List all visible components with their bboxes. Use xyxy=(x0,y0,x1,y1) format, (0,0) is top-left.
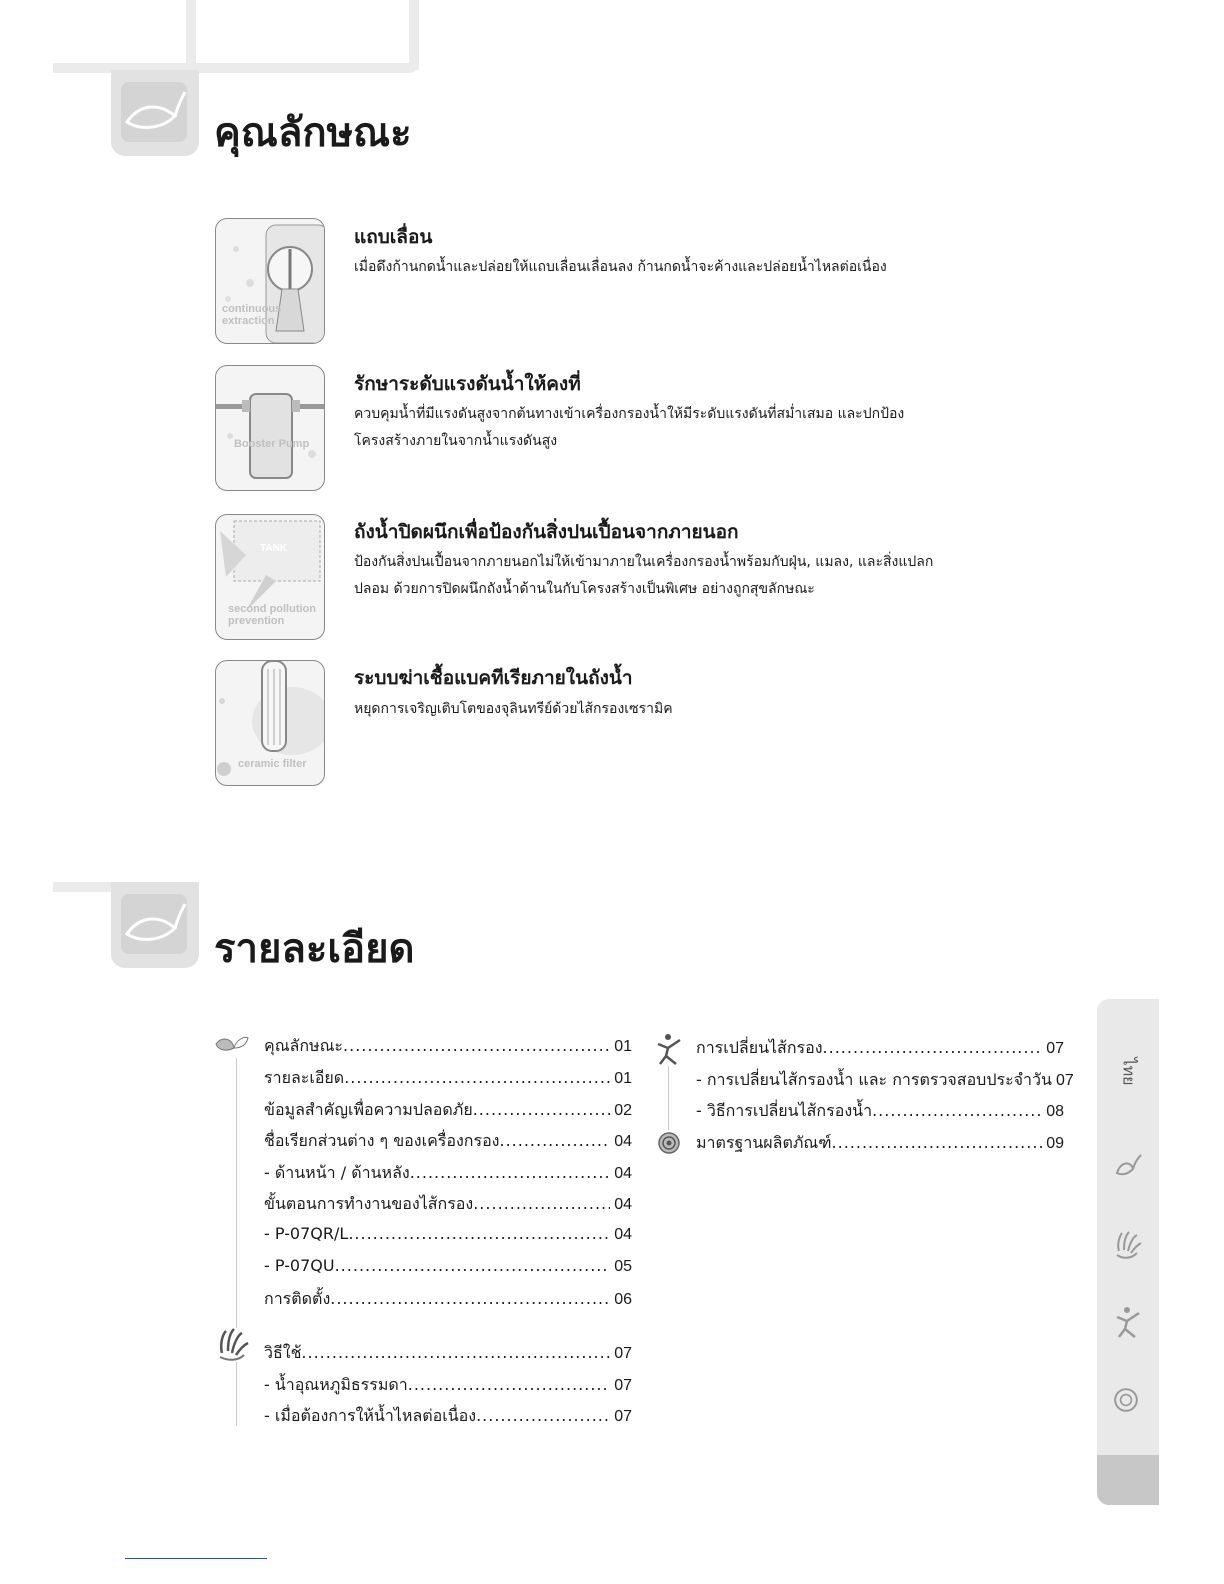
feature-description: ป้องกันสิ่งปนเปื้อนจากภายนอกไม่ให้เข้ามาภายในเครื่องกรองน้ำพร้อมกับฝุ่น, แมลง, และสิ่งแปลกปลอม ด้วยการปิดผนึกถังน้ำด้านในกับโครงสร้างเป็นพิเศษ อย่างถูกสุขลักษณะ xyxy=(354,554,934,597)
toc-entry[interactable] xyxy=(696,1099,1064,1124)
feature-title: ถังน้ำปิดผนึกเพื่อป้องกันสิ่งปนเปื้อนจากภายนอก xyxy=(354,521,739,543)
toc-entry[interactable] xyxy=(696,1131,1064,1156)
toc-entry-page: 07 xyxy=(614,1408,632,1425)
toc-entry-text: การเปลี่ยนไส้กรอง xyxy=(696,1038,823,1057)
toc-entry-page: 07 xyxy=(1055,1072,1074,1089)
toc-entry-text: ข้อมูลสำคัญเพื่อความปลอดภัย xyxy=(264,1100,473,1119)
figure-icon xyxy=(656,1032,682,1066)
toc-entry-page: 06 xyxy=(614,1291,632,1308)
feature-title: แถบเลื่อน xyxy=(354,226,433,248)
toc-entry-text: ขั้นตอนการทำงานของไส้กรอง xyxy=(264,1194,474,1213)
booster-pump-illustration xyxy=(216,366,324,490)
toc-entry-page: 08 xyxy=(1046,1103,1064,1120)
section-marker-toc xyxy=(111,882,199,968)
toc-entry-text: การติดตั้ง xyxy=(264,1289,331,1308)
toc-entry-page: 04 xyxy=(614,1165,632,1182)
feature-description: เมื่อดึงก้านกดน้ำและปล่อยให้แถบเลื่อนเลื่อนลง ก้านกดน้ำจะค้างและปล่อยน้ำไหลต่อเนื่อง xyxy=(354,259,887,275)
toc-entry-page: 02 xyxy=(614,1102,632,1119)
toc-entry-text: - P-07QR/L xyxy=(264,1224,349,1243)
toc-entry-text: ชื่อเรียกส่วนต่าง ๆ ของเครื่องกรอง xyxy=(264,1131,500,1150)
toc-entry-text: มาตรฐานผลิตภัณฑ์ xyxy=(696,1133,832,1152)
toc-entry[interactable] xyxy=(264,1161,632,1186)
toc-left-guide-line-2 xyxy=(236,1362,237,1426)
toc-entry-text: - วิธีการเปลี่ยนไส้กรองน้ำ xyxy=(696,1101,873,1120)
toc-entry-page: 04 xyxy=(614,1226,632,1243)
frame-line-right-vertical xyxy=(409,0,419,70)
toc-entry-text: รายละเอียด xyxy=(264,1068,345,1087)
feature-image-sealed-tank xyxy=(215,514,325,640)
toc-entry-text: - น้ำอุณหภูมิธรรมดา xyxy=(264,1375,408,1394)
toc-entry-text: - การเปลี่ยนไส้กรองน้ำ และ การตรวจสอบประจำวัน xyxy=(696,1070,1052,1089)
toc-entry[interactable] xyxy=(264,1129,632,1154)
leaf-icon xyxy=(121,894,187,954)
toc-left-guide-line xyxy=(236,1058,237,1328)
toc-entry[interactable] xyxy=(696,1036,1064,1061)
toc-entry-page: 01 xyxy=(614,1038,632,1055)
toc-entry-page: 05 xyxy=(614,1258,632,1275)
figure-icon[interactable] xyxy=(1113,1305,1143,1339)
toc-entry-page: 01 xyxy=(614,1070,632,1087)
feature-description: ควบคุมน้ำที่มีแรงดันสูงจากต้นทางเข้าเครื่องกรองน้ำให้มีระดับแรงดันที่สม่ำเสมอ และปกป้องโครงสร้างภายในจากน้ำแรงดันสูง xyxy=(354,406,905,449)
swirl-icon[interactable] xyxy=(1113,1387,1139,1413)
toc-entry[interactable] xyxy=(264,1192,632,1217)
feature-image-caption: ceramic filter xyxy=(238,758,307,770)
toc-entry[interactable] xyxy=(696,1068,1074,1093)
toc-entry[interactable] xyxy=(264,1224,632,1244)
tank-label: TANK xyxy=(260,543,288,554)
toc-entry[interactable] xyxy=(264,1034,632,1059)
toc-entry-page: 07 xyxy=(1046,1040,1064,1057)
language-tab-label[interactable]: ไทย xyxy=(1119,1057,1139,1086)
side-tab-footer xyxy=(1097,1455,1159,1505)
toc-entry-page: 04 xyxy=(614,1133,632,1150)
toc-entry[interactable] xyxy=(264,1098,632,1123)
toc-entry[interactable] xyxy=(264,1341,632,1366)
feature-image-caption: second pollution prevention xyxy=(228,603,316,627)
toc-entry-text: - ด้านหน้า / ด้านหลัง xyxy=(264,1163,410,1182)
toc-entry[interactable] xyxy=(264,1287,632,1312)
feature-image-sterilization xyxy=(215,660,325,786)
toc-entry-page: 07 xyxy=(614,1345,632,1362)
toc-right-guide-line xyxy=(668,1066,669,1130)
frame-line-top-horizontal xyxy=(53,63,419,73)
side-tab-nav xyxy=(1097,999,1159,1505)
hand-icon xyxy=(216,1327,250,1361)
section-marker-features xyxy=(111,70,199,156)
footer-rule xyxy=(125,1558,267,1559)
sprout-icon xyxy=(214,1034,250,1056)
leaf-icon[interactable] xyxy=(1113,1151,1143,1181)
toc-entry-text: - เมื่อต้องการให้น้ำไหลต่อเนื่อง xyxy=(264,1406,477,1425)
frame-line-left-vertical xyxy=(186,0,196,70)
leaf-icon xyxy=(121,82,187,142)
toc-entry-page: 09 xyxy=(1046,1135,1064,1152)
toc-entry[interactable] xyxy=(264,1066,632,1091)
toc-title: รายละเอียด xyxy=(214,926,415,972)
toc-entry-text: วิธีใช้ xyxy=(264,1343,302,1362)
feature-description: หยุดการเจริญเติบโตของจุลินทรีย์ด้วยไส้กรองเซรามิค xyxy=(354,701,673,717)
toc-entry[interactable] xyxy=(264,1373,632,1398)
hand-icon[interactable] xyxy=(1113,1229,1143,1259)
feature-image-caption: continuous extraction xyxy=(222,303,282,327)
feature-image-pressure xyxy=(215,365,325,491)
feature-image-caption: Booster Pump xyxy=(234,438,310,450)
toc-entry[interactable] xyxy=(264,1256,632,1276)
feature-image-slider xyxy=(215,218,325,344)
toc-entry[interactable] xyxy=(264,1404,632,1429)
toc-entry-text: คุณลักษณะ xyxy=(264,1036,344,1055)
feature-title: รักษาระดับแรงดันน้ำให้คงที่ xyxy=(354,373,581,395)
swirl-icon xyxy=(657,1131,681,1155)
toc-entry-text: - P-07QU xyxy=(264,1256,335,1275)
feature-title: ระบบฆ่าเชื้อแบคทีเรียภายในถังน้ำ xyxy=(354,667,633,689)
toc-entry-page: 07 xyxy=(614,1377,632,1394)
features-title: คุณลักษณะ xyxy=(214,110,412,156)
toc-entry-page: 04 xyxy=(614,1196,632,1213)
